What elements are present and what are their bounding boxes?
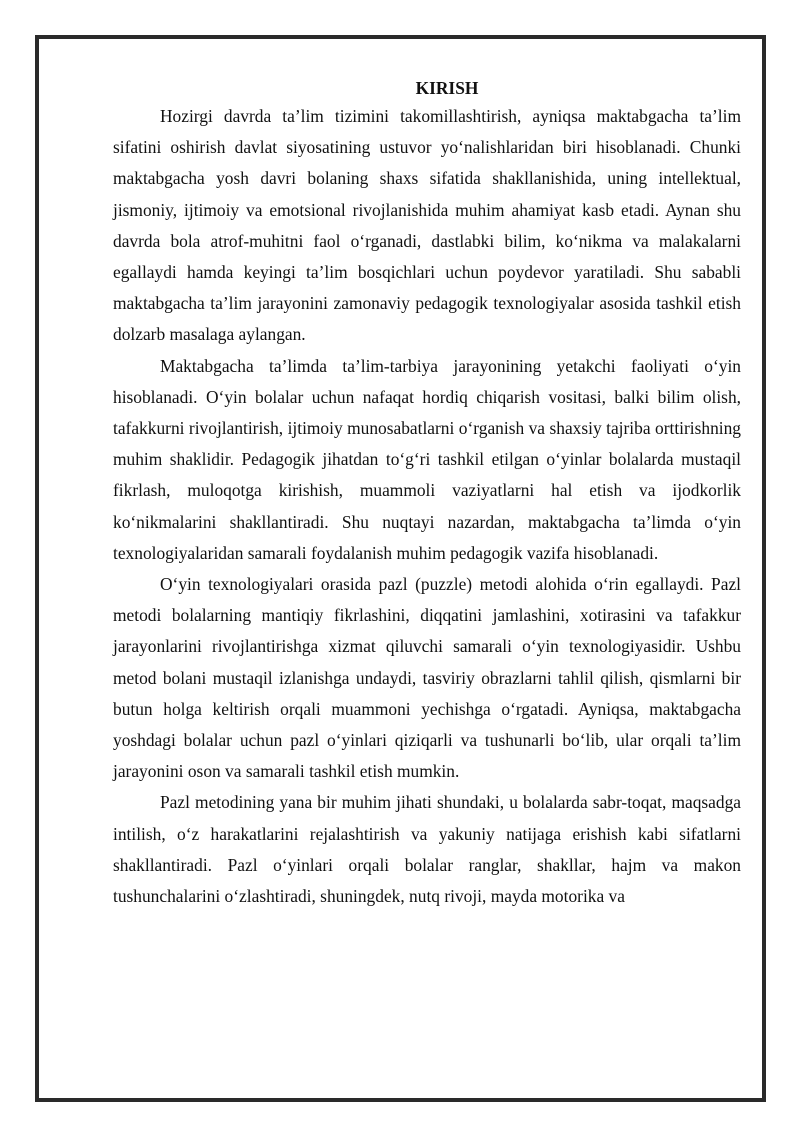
paragraph-2: Maktabgacha ta’limda ta’lim-tarbiya jarayonining yetakchi faoliyati o‘yin hisoblanadi. O‘yin bolalar uchun nafaqat hordiq chiqarish vositasi, balki bilim olish, tafakkurni rivojlantirish, ijtimoiy munosabatlarni o‘rganish va shaxsiy tajriba orttirishning muhim shaklidir. Pedagogik jihatdan to‘g‘ri tashkil etilgan o‘yinlar bolalarda mustaqil fikrlash, muloqotga kirishish, muammoli vaziyatlarni hal etish va ijodkorlik ko‘nikmalarini shakllantiradi. Shu nuqtayi nazardan, maktabgacha ta’limda o‘yin texnologiyalaridan samarali foydalanish muhim pedagogik vazifa hisoblanadi.: [113, 355, 741, 563]
document-body: [113, 76, 741, 912]
paragraph-4: Pazl metodining yana bir muhim jihati shundaki, u bolalarda sabr-toqat, maqsadga intilish, o‘z harakatlarini rejalashtirish va yakuniy natijaga erishish kabi sifatlarni shakllantiradi. Pazl o‘yinlari orqali bolalar ranglar, shakllar, hajm va makon tushunchalarini o‘zlashtiradi, shuningdek, nutq rivoji, mayda motorika va: [113, 792, 741, 907]
document-title: KIRISH: [415, 78, 479, 98]
paragraph-1: Hozirgi davrda ta’lim tizimini takomillashtirish, ayniqsa maktabgacha ta’lim sifatini oshirish davlat siyosatining ustuvor yo‘nalishlaridan biri hisoblanadi. Chunki maktabgacha yosh davri bolaning shaxs sifatida shakllanishida, uning intellektual, jismoniy, ijtimoiy va emotsional rivojlanishida muhim ahamiyat kasb etadi. Aynan shu davrda bola atrof-muhitni faol o‘rganadi, dastlabki bilim, ko‘nikma va malakalarni egallaydi hamda keyingi ta’lim bosqichlari uchun poydevor yaratiladi. Shu sababli maktabgacha ta’lim jarayonini zamonaviy pedagogik texnologiyalar asosida tashkil etish dolzarb masalaga aylangan.: [113, 106, 741, 345]
paragraph-3: O‘yin texnologiyalari orasida pazl (puzzle) metodi alohida o‘rin egallaydi. Pazl metodi bolalarning mantiqiy fikrlashini, diqqatini jamlashini, xotirasini va tafakkur jarayonlarini rivojlantirishga xizmat qiluvchi samarali o‘yin texnologiyasidir. Ushbu metod bolani mustaqil izlanishga undaydi, tasviriy obrazlarni tahlil qilish, qismlarni bir butun holga keltirish orqali muammoni yechishga o‘rgatadi. Ayniqsa, maktabgacha yoshdagi bolalar uchun pazl o‘yinlari qiziqarli va tushunarli bo‘lib, ular orqali ta’lim jarayonini oson va samarali tashkil etish mumkin.: [113, 574, 741, 782]
